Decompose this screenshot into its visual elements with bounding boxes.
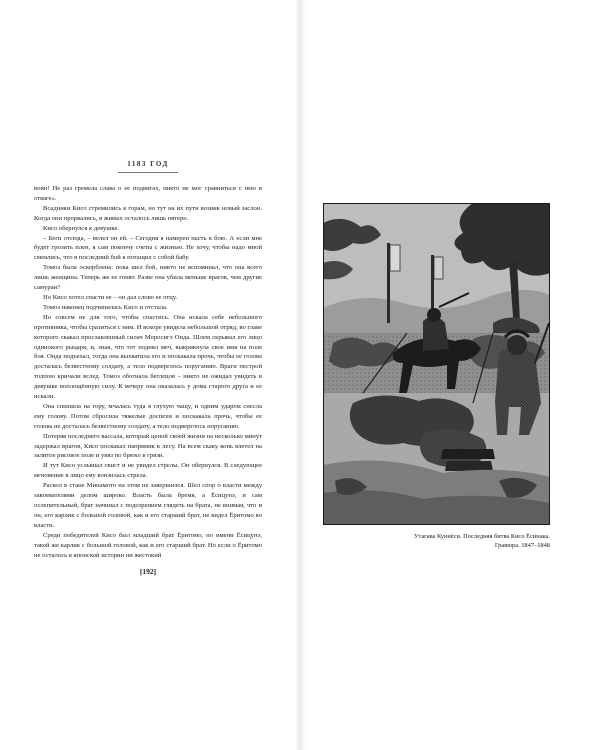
page-number-value: 192 bbox=[142, 567, 154, 576]
woodblock-print bbox=[323, 203, 550, 525]
paragraph: Кисо обернулся к девушке. bbox=[43, 224, 120, 232]
paragraph: – Беги отсюда, – велел он ей. – Сегодня я намерен пасть в бою. А если мне будет грозить плен, я сам покончу счеты с жизнью. Не хочу, чтобы надо мной смеялись, что в последний бой я потащил с собой бабу. bbox=[34, 234, 262, 262]
paragraph: И тут Кисо услышал свист и не увидел стрелы. Он обернулся. В следующее мгновение в лицо ему вонзилась стрела. bbox=[34, 462, 262, 480]
caption-line-1: Утагава Куниёси. Последняя битва Кисо Ёсинака. bbox=[413, 533, 550, 540]
paragraph: Среди победителей Кисо был младший брат Ёритомо, по имени Ёсицунэ, такой же карлик с большой головой, как и его старший брат. Но если о Ёритомо не осталось в японской истории ни жестокий bbox=[34, 531, 262, 559]
paragraph: воин! Не раз гремела слава о ее подвигах, никто не мог сравниться с нею в отваге». bbox=[34, 185, 262, 202]
paragraph: Потеряв последнего вассала, который ценой своей жизни на несколько минут задержал врагов, Кисо поскакал напрямик к лесу. На всем скаку конь влетел на залитое рисовое поле и увяз по брюхо в грязи. bbox=[34, 432, 262, 460]
running-head-rule bbox=[118, 172, 178, 173]
paragraph: Всадники Кисо стремились к горам, но тут на их пути возник новый заслон. Когда они прорвались, в живых осталось лишь пятеро. bbox=[34, 204, 262, 222]
page-number: [192] bbox=[139, 567, 157, 576]
illustration-caption bbox=[323, 532, 550, 550]
running-head: 1183 ГОД bbox=[127, 160, 169, 168]
paragraph: Она спешила на гору, мчалась туда в глухую чащу, и одним ударом снесла ему голову. Потом сбросила тяжелые доспехи и поскакала прочь, чтобы ее голова не досталась безвестному солдату, а тело подверглось поруганию. bbox=[34, 402, 262, 430]
paragraph: Но Кисо хотел спасти ее – он дал слово ее отцу. bbox=[43, 293, 178, 301]
caption-line-2: Гравюра. 1847–1848 bbox=[494, 542, 550, 550]
paragraph: Но совсем не для того, чтобы спастись. Она искала себе небольшого противника, чтобы сразиться с ним. И вскоре увидела небольшой отряд, во главе которого скакал прославленный силач Моросигэ Онда. Шлем скрывал его лицо одинокого рыцаря, и, зная, что тот поднял меч, выкрикнула свое имя на поле боя. Онда подъехал, тогда она выхватила его и поскакала прочь, чтобы ее голова досталась безвестному солдату, а тело подверглось поруганию. Враги пестрой толпою кричали вслед. Томоэ обогнала беглецов – никто не ожидал увидеть в девушке воплощённую силу. К вечеру она оказалась у дома старого друга и ее искали. bbox=[34, 313, 262, 401]
paragraph: Томоэ была оскорблена: пока шел бой, никто не вспоминал, что она всего лишь женщина. Теперь же ее гонят. Разве она убила меньше врагов, чем другие самураи? bbox=[34, 264, 262, 292]
paragraph: Раскол в стане Минамото на этом не завершился. Шел спор о власти между завоевателями делом широко. Власть была бремя, а Ёсицунэ, и сам ослепительный, брат начинал с подозрением глядеть на брата, не внимая, что и он, его карлик с большой головой, как и его старший брат, не видел Ёритомо во власти. bbox=[34, 482, 262, 529]
right-page bbox=[300, 0, 600, 750]
body-text bbox=[34, 184, 262, 560]
paragraph: Томоэ наконец подчинилась Кисо и отстала. bbox=[43, 303, 168, 311]
battle-illustration bbox=[323, 203, 550, 525]
